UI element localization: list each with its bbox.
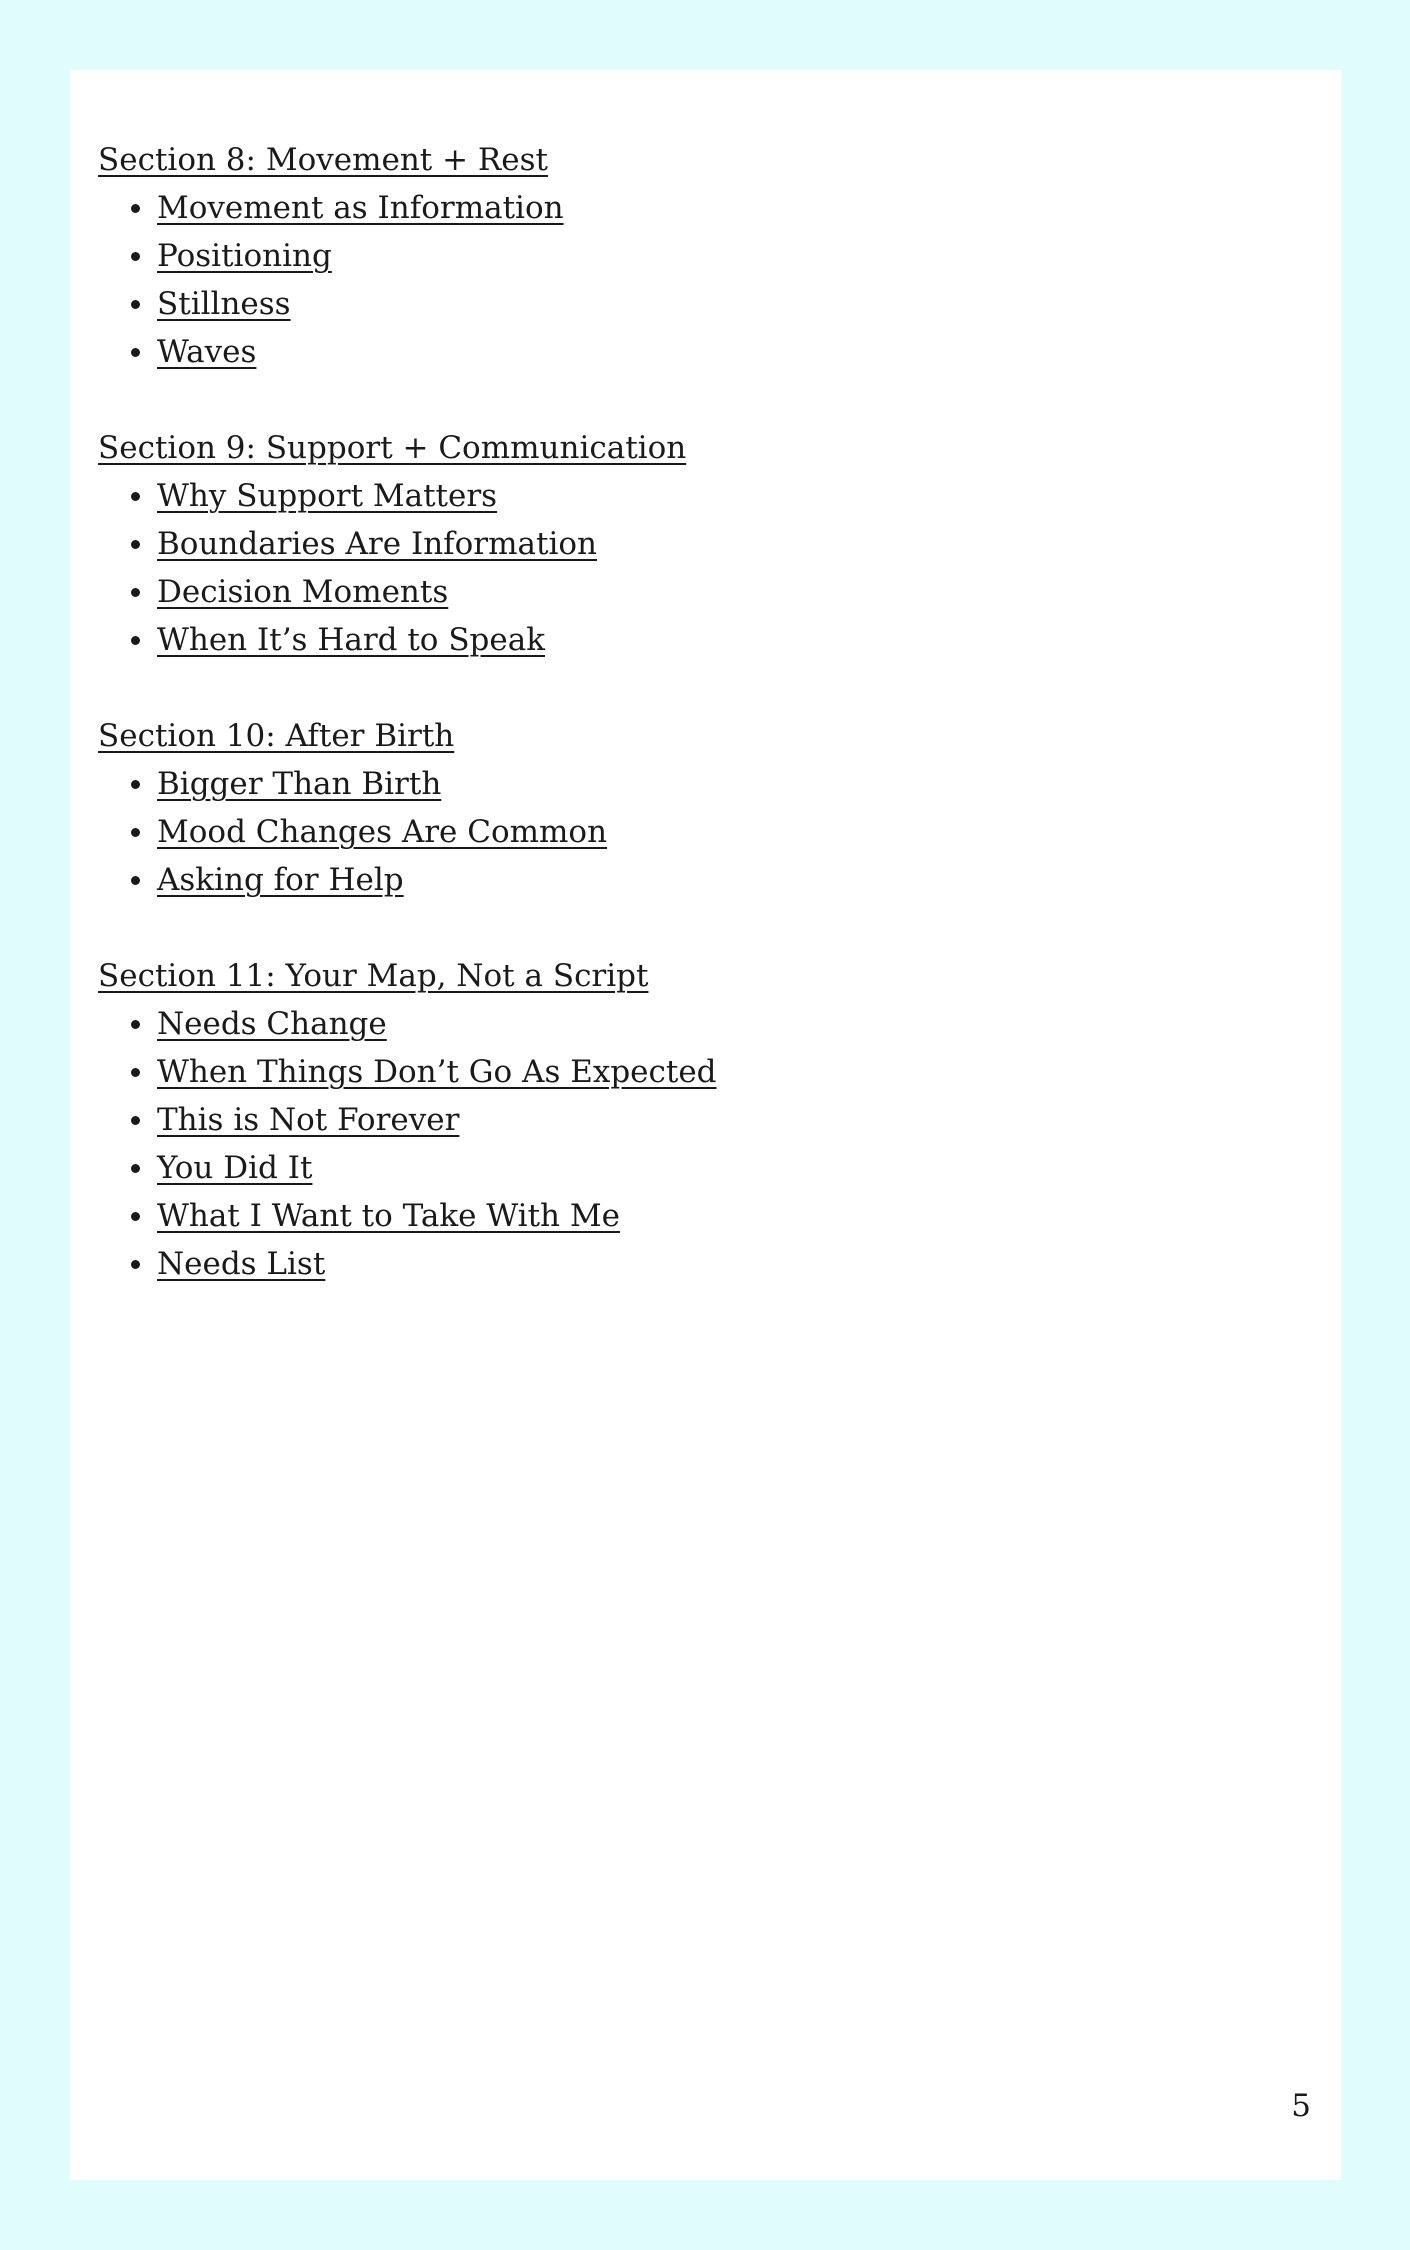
- bullet-icon: [131, 780, 140, 789]
- bullet-icon: [131, 1020, 140, 1029]
- bullet-icon: [131, 588, 140, 597]
- list-item: [98, 568, 1298, 616]
- bullet-icon: [131, 876, 140, 885]
- list-item: [98, 808, 1298, 856]
- toc-link[interactable]: Why Support Matters: [157, 478, 498, 514]
- list-item: [98, 1192, 1298, 1240]
- list-item: [98, 1000, 1298, 1048]
- document-page: [70, 70, 1341, 2180]
- list-item: [98, 1240, 1298, 1288]
- bullet-icon: [131, 1116, 140, 1125]
- bullet-icon: [131, 636, 140, 645]
- toc-link[interactable]: Positioning: [157, 238, 332, 274]
- list-item: [98, 1144, 1298, 1192]
- toc-link[interactable]: You Did It: [157, 1150, 313, 1186]
- toc-link[interactable]: Stillness: [157, 286, 291, 322]
- list-item: [98, 280, 1298, 328]
- list-item: [98, 760, 1298, 808]
- bullet-icon: [131, 492, 140, 501]
- section-11-link[interactable]: Section 11: Your Map, Not a Script: [98, 958, 649, 994]
- page-number: 5: [1291, 2088, 1311, 2124]
- list-item: [98, 1048, 1298, 1096]
- list-item: [98, 184, 1298, 232]
- list-item: [98, 328, 1298, 376]
- list-item: [98, 1096, 1298, 1144]
- section-11-items: [98, 1000, 1298, 1288]
- section-8-items: [98, 184, 1298, 376]
- list-item: [98, 520, 1298, 568]
- toc-link[interactable]: Needs List: [157, 1246, 326, 1282]
- toc-link[interactable]: Boundaries Are Information: [157, 526, 597, 562]
- toc-section-9: [98, 424, 1298, 664]
- toc-link[interactable]: Decision Moments: [157, 574, 449, 610]
- toc-section-8: [98, 136, 1298, 376]
- toc-link[interactable]: Bigger Than Birth: [157, 766, 442, 802]
- bullet-icon: [131, 300, 140, 309]
- toc-section-11: [98, 952, 1298, 1288]
- list-item: [98, 616, 1298, 664]
- bullet-icon: [131, 1260, 140, 1269]
- list-item: [98, 232, 1298, 280]
- bullet-icon: [131, 1068, 140, 1077]
- toc-link[interactable]: Needs Change: [157, 1006, 387, 1042]
- toc-link[interactable]: Mood Changes Are Common: [157, 814, 608, 850]
- section-9-link[interactable]: Section 9: Support + Communication: [98, 430, 687, 466]
- bullet-icon: [131, 348, 140, 357]
- bullet-icon: [131, 828, 140, 837]
- list-item: [98, 856, 1298, 904]
- toc-link[interactable]: Asking for Help: [157, 862, 404, 898]
- bullet-icon: [131, 1164, 140, 1173]
- section-10-items: [98, 760, 1298, 904]
- section-10-link[interactable]: Section 10: After Birth: [98, 718, 455, 754]
- bullet-icon: [131, 1212, 140, 1221]
- toc-link[interactable]: What I Want to Take With Me: [157, 1198, 620, 1234]
- toc-link[interactable]: When Things Don’t Go As Expected: [157, 1054, 717, 1090]
- toc-link[interactable]: Waves: [157, 334, 257, 370]
- bullet-icon: [131, 204, 140, 213]
- toc-section-10: [98, 712, 1298, 904]
- table-of-contents: [98, 136, 1298, 1336]
- bullet-icon: [131, 252, 140, 261]
- toc-link[interactable]: When It’s Hard to Speak: [157, 622, 546, 658]
- section-8-link[interactable]: Section 8: Movement + Rest: [98, 142, 548, 178]
- bullet-icon: [131, 540, 140, 549]
- toc-link[interactable]: Movement as Information: [157, 190, 564, 226]
- section-9-items: [98, 472, 1298, 664]
- toc-link[interactable]: This is Not Forever: [157, 1102, 460, 1138]
- list-item: [98, 472, 1298, 520]
